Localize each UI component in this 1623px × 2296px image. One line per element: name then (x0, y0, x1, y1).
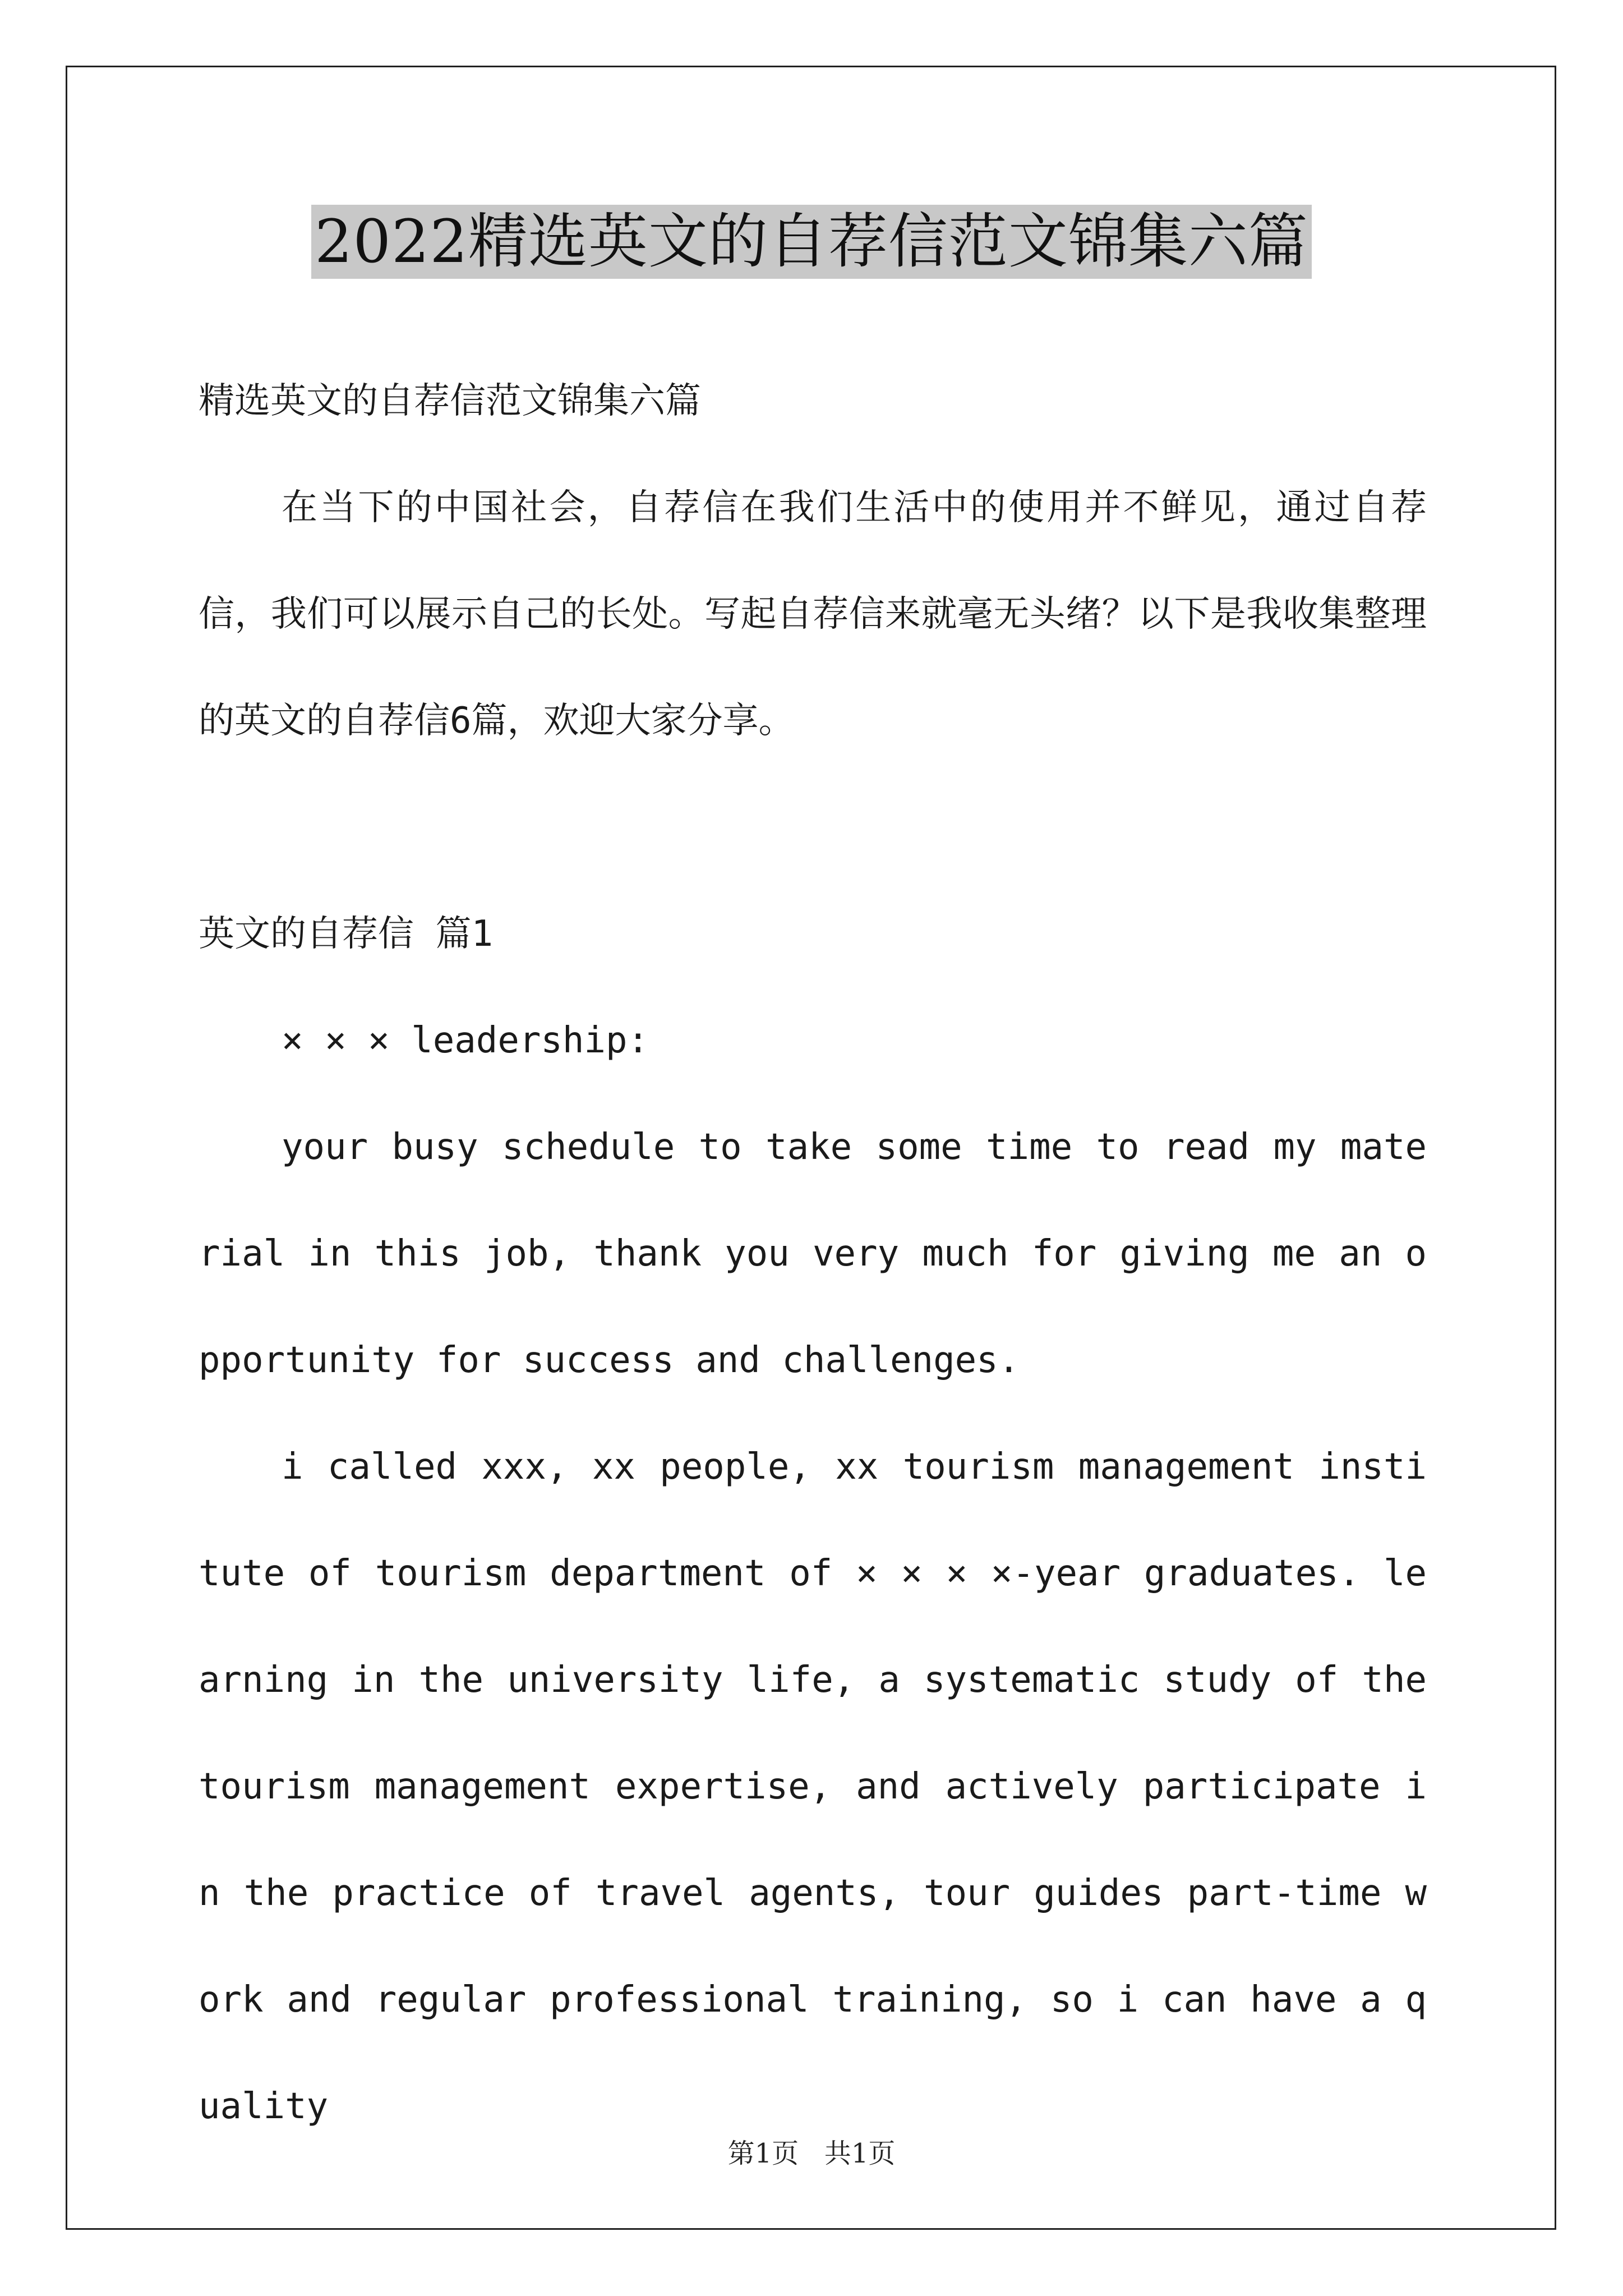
body-paragraph-2: i called xxx, xx people, xx tourism management institute of tourism department of × × × ×-year graduates. learning in the university life, a systematic study of the tourism management expertise, and actively participate in the practice of travel agents, tour guides part-time work and regular professional training, so i can have a quality (199, 1446, 1427, 2127)
section-heading: 英文的自荐信 篇1 (199, 913, 494, 955)
page-footer: 第1页 共1页 (727, 2138, 896, 2169)
intro-paragraph: 在当下的中国社会，自荐信在我们生活中的使用并不鲜见，通过自荐信，我们可以展示自己的长处。写起自荐信来就毫无头绪？以下是我收集整理的英文的自荐信6篇，欢迎大家分享。 (199, 487, 1427, 742)
body-paragraph-1: your busy schedule to take some time to read my material in this job, thank you very much for giving me an opportunity for success and challenges. (199, 1126, 1427, 1381)
document-body (199, 348, 1427, 2160)
title-container (0, 205, 1623, 279)
salutation: × × × leadership: (282, 1020, 649, 1061)
document-title: 2022精选英文的自荐信范文锦集六篇 (311, 205, 1312, 279)
document-subtitle: 精选英文的自荐信范文锦集六篇 (199, 380, 701, 422)
